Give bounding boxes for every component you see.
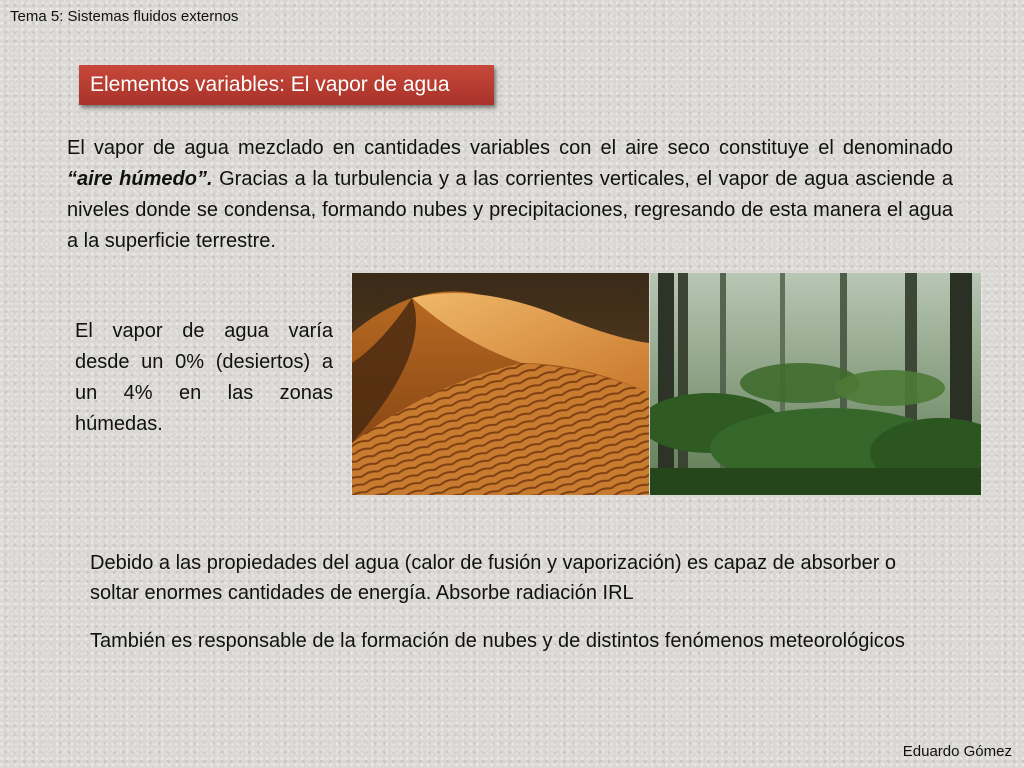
bullet-item-energy: Debido a las propiedades del agua (calor de fusión y vaporización) es capaz de absorber o soltar enormes cantidades de energía. Absorbe radiación IRL xyxy=(90,552,897,604)
slide-footer: Eduardo Gómez xyxy=(902,743,1012,760)
desert-image xyxy=(352,273,649,495)
forest-image xyxy=(650,273,981,495)
intro-text-part2: Gracias a la turbulencia y a las corrientes verticales, el vapor de agua asciende a niveles donde se condensa, formando nubes y precipitaciones, regresando de esta manera el agua a la superficie terrestre. xyxy=(67,168,953,252)
humidity-paragraph: El vapor de agua varía desde un 0% (desiertos) a un 4% en las zonas húmedas. xyxy=(75,320,333,435)
bullet-list xyxy=(90,548,920,674)
forest-photo xyxy=(650,273,981,495)
bullet-item-clouds: También es responsable de la formación de nubes y de distintos fenómenos meteorológicos xyxy=(90,630,905,652)
intro-paragraph xyxy=(67,133,953,257)
intro-emphasis: “aire húmedo”. xyxy=(67,168,213,190)
intro-text-part1: El vapor de agua mezclado en cantidades variables con el aire seco constituye el denominado xyxy=(67,137,953,159)
desert-photo xyxy=(352,273,649,495)
slide-header: Tema 5: Sistemas fluidos externos xyxy=(10,8,239,25)
slide-title-text: Elementos variables: El vapor de agua xyxy=(90,73,450,96)
slide-title xyxy=(79,65,494,105)
